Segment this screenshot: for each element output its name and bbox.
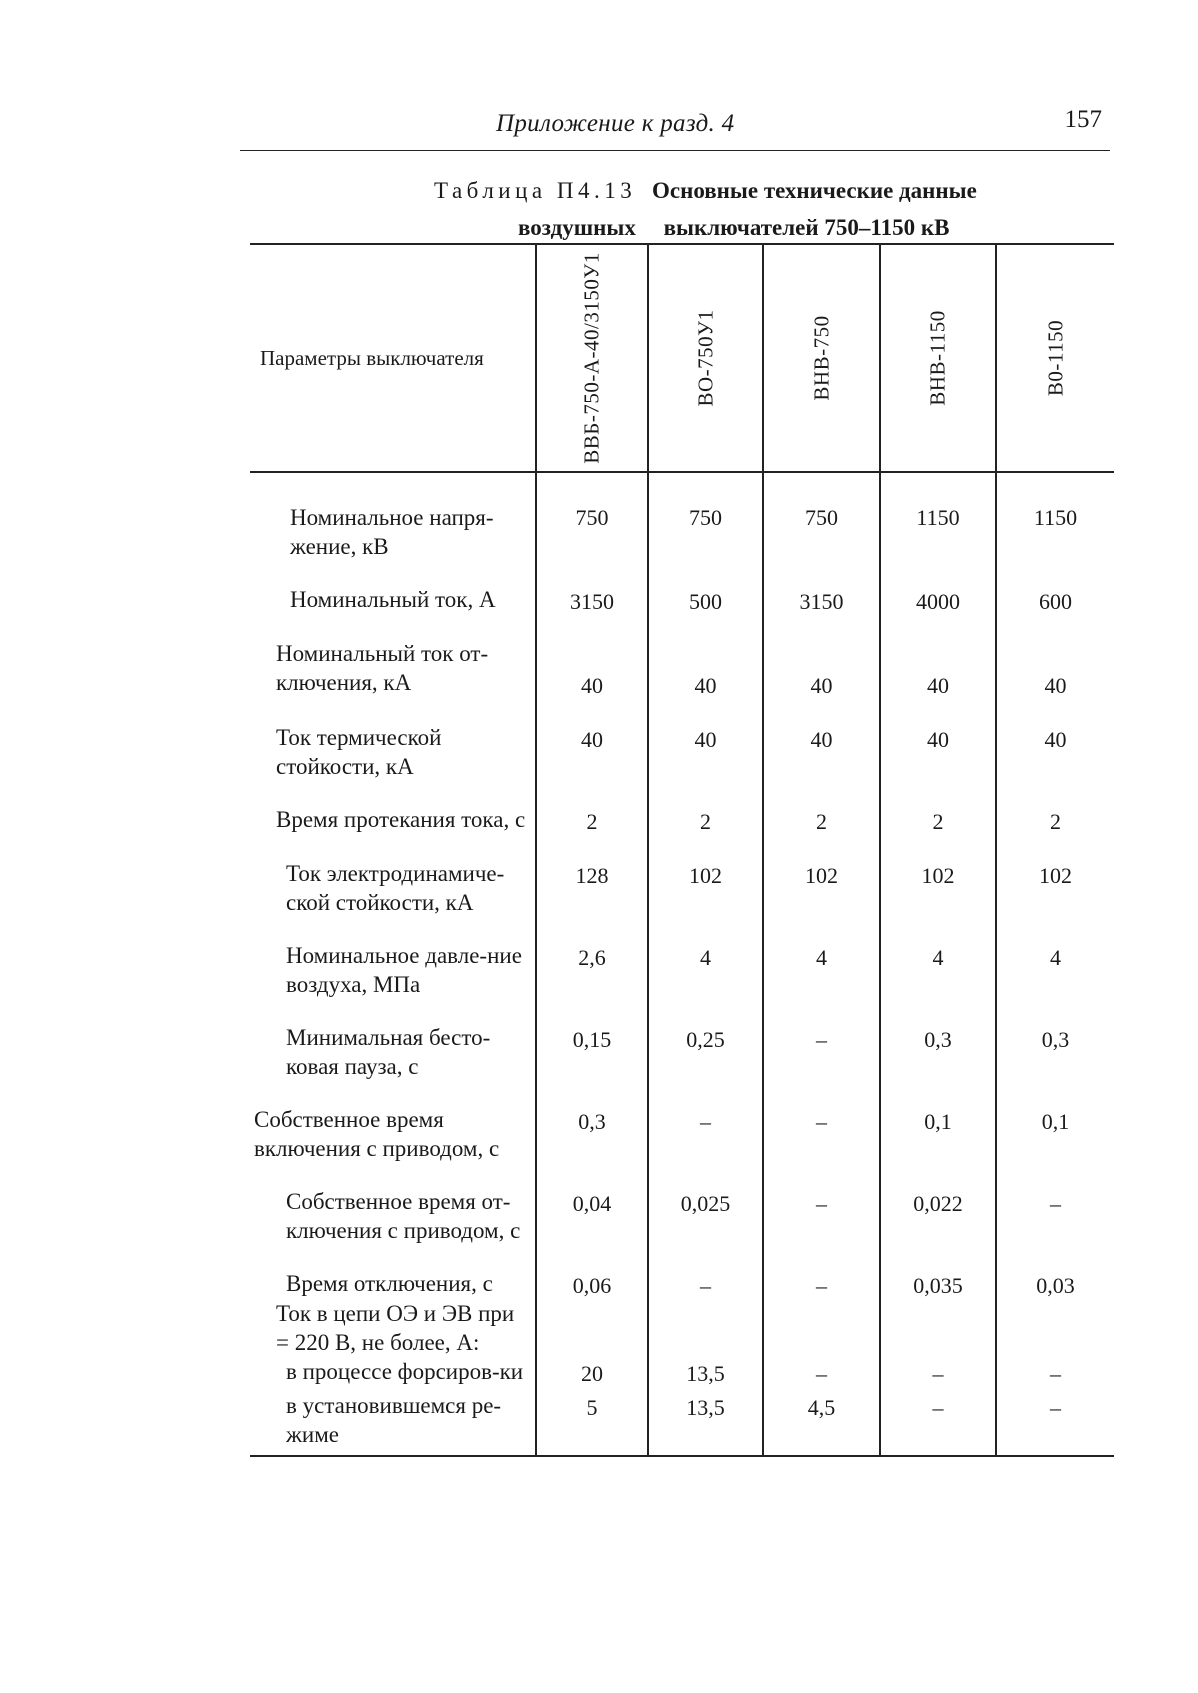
value-cell: 4 (996, 941, 1114, 1023)
value-cell: – (763, 1187, 880, 1269)
column-header-label: ВО-750У1 (693, 309, 717, 407)
column-header-label: В0-1150 (1043, 319, 1067, 397)
value-cell: 1150 (996, 472, 1114, 585)
value-cell: 102 (763, 859, 880, 941)
param-cell: в установившемся ре-жиме (250, 1391, 536, 1456)
value-cell: 2 (648, 805, 763, 859)
running-head (240, 102, 1110, 151)
param-cell: Номинальный ток, А (290, 587, 496, 612)
value-cell: 4,5 (763, 1391, 880, 1456)
table-row (250, 941, 1114, 1023)
column-header-label: ВНВ-750 (809, 315, 833, 401)
column-header (536, 244, 648, 472)
table-row (250, 1299, 1114, 1357)
value-cell: 102 (648, 859, 763, 941)
table-row (250, 1105, 1114, 1187)
value-cell: 3150 (763, 585, 880, 639)
value-cell: 4 (880, 941, 996, 1023)
value-cell: 1150 (880, 472, 996, 585)
value-cell: 40 (880, 639, 996, 723)
value-cell: 40 (763, 723, 880, 805)
value-cell: 0,3 (996, 1023, 1114, 1105)
value-cell: – (880, 1391, 996, 1456)
param-cell: Номинальное давле-ние воздуха, МПа (286, 943, 522, 997)
value-cell: 600 (996, 585, 1114, 639)
column-header-label: ВНВ-1150 (925, 310, 950, 406)
value-cell: 0,025 (648, 1187, 763, 1269)
table-row (250, 639, 1114, 723)
value-cell: 4000 (880, 585, 996, 639)
value-cell: 0,035 (880, 1269, 996, 1299)
param-cell: Ток электродинамиче-ской стойкости, кА (286, 861, 505, 915)
value-cell: 40 (996, 639, 1114, 723)
table-row (250, 472, 1114, 585)
value-cell: – (648, 1269, 763, 1299)
value-cell: 102 (996, 859, 1114, 941)
table-title-line2-word2: выключателей 750–1150 кВ (663, 215, 950, 240)
value-cell: – (763, 1105, 880, 1187)
table-caption (250, 172, 1110, 246)
value-cell: 40 (648, 723, 763, 805)
param-cell: Номинальное напря-жение, кВ (290, 505, 494, 559)
value-cell: – (880, 1357, 996, 1391)
value-cell: 2 (763, 805, 880, 859)
value-cell: 0,3 (536, 1105, 648, 1187)
param-cell: Время протекания тока, с (276, 807, 526, 832)
column-header (763, 244, 880, 472)
value-cell: 0,15 (536, 1023, 648, 1105)
column-header (880, 244, 996, 472)
value-cell: 4 (763, 941, 880, 1023)
param-cell: Номинальный ток от-ключения, кА (276, 641, 489, 695)
table-row (250, 1391, 1114, 1456)
value-cell: 13,5 (648, 1391, 763, 1456)
value-cell: – (996, 1357, 1114, 1391)
value-cell: 40 (536, 639, 648, 723)
value-cell: 5 (536, 1391, 648, 1456)
value-cell: 40 (996, 723, 1114, 805)
column-header (996, 244, 1114, 472)
column-header (648, 244, 763, 472)
value-cell: 40 (648, 639, 763, 723)
param-column-header: Параметры выключателя (250, 244, 536, 472)
table-label: Таблица П4.13 (434, 178, 637, 203)
value-cell: 2 (880, 805, 996, 859)
value-cell: 0,1 (996, 1105, 1114, 1187)
table-row (250, 1023, 1114, 1105)
value-cell (880, 1299, 996, 1357)
value-cell: 750 (763, 472, 880, 585)
value-cell: 0,022 (880, 1187, 996, 1269)
param-cell: Ток термической стойкости, кА (276, 725, 442, 779)
value-cell: 0,1 (880, 1105, 996, 1187)
param-cell: Ток в цепи ОЭ и ЭВ при = 220 В, не более, А: (276, 1301, 515, 1355)
value-cell: 0,04 (536, 1187, 648, 1269)
table-row (250, 585, 1114, 639)
value-cell: 3150 (536, 585, 648, 639)
value-cell (763, 1299, 880, 1357)
param-cell: Собственное время от-ключения с приводом, с (286, 1189, 521, 1243)
table-title-line1: Основные технические данные (651, 178, 977, 203)
value-cell (996, 1299, 1114, 1357)
table-title-line2-word1: воздушных (518, 215, 636, 240)
value-cell: 2 (536, 805, 648, 859)
value-cell: – (996, 1391, 1114, 1456)
value-cell: – (763, 1357, 880, 1391)
table-row (250, 723, 1114, 805)
value-cell: 2,6 (536, 941, 648, 1023)
table-row (250, 1357, 1114, 1391)
table-row (250, 859, 1114, 941)
value-cell: 500 (648, 585, 763, 639)
table-row (250, 1269, 1114, 1299)
value-cell: 13,5 (648, 1357, 763, 1391)
value-cell (648, 1299, 763, 1357)
param-cell: Время отключения, с (286, 1271, 493, 1296)
table-row (250, 805, 1114, 859)
value-cell: 102 (880, 859, 996, 941)
param-cell: Минимальная бесто-ковая пауза, с (286, 1025, 491, 1079)
value-cell (536, 1299, 648, 1357)
value-cell: 40 (763, 639, 880, 723)
value-cell: 750 (648, 472, 763, 585)
value-cell: 0,25 (648, 1023, 763, 1105)
value-cell: 2 (996, 805, 1114, 859)
value-cell: 40 (880, 723, 996, 805)
table-header-row (250, 244, 1114, 472)
value-cell: – (648, 1105, 763, 1187)
value-cell: – (996, 1187, 1114, 1269)
page-number: 157 (1064, 106, 1102, 133)
breaker-spec-table (250, 243, 1114, 1457)
value-cell: 0,03 (996, 1269, 1114, 1299)
param-cell: Собственное время включения с приводом, с (254, 1107, 500, 1161)
value-cell: 4 (648, 941, 763, 1023)
running-title: Приложение к разд. 4 (496, 110, 735, 137)
value-cell: 40 (536, 723, 648, 805)
table-row (250, 1187, 1114, 1269)
param-cell: в процессе форсиров-ки (286, 1359, 524, 1384)
value-cell: 128 (536, 859, 648, 941)
value-cell: 0,3 (880, 1023, 996, 1105)
value-cell: 0,06 (536, 1269, 648, 1299)
value-cell: 20 (536, 1357, 648, 1391)
value-cell: 750 (536, 472, 648, 585)
column-header-label: ВВБ-750-А-40/3150У1 (579, 252, 604, 464)
value-cell: – (763, 1269, 880, 1299)
value-cell: – (763, 1023, 880, 1105)
